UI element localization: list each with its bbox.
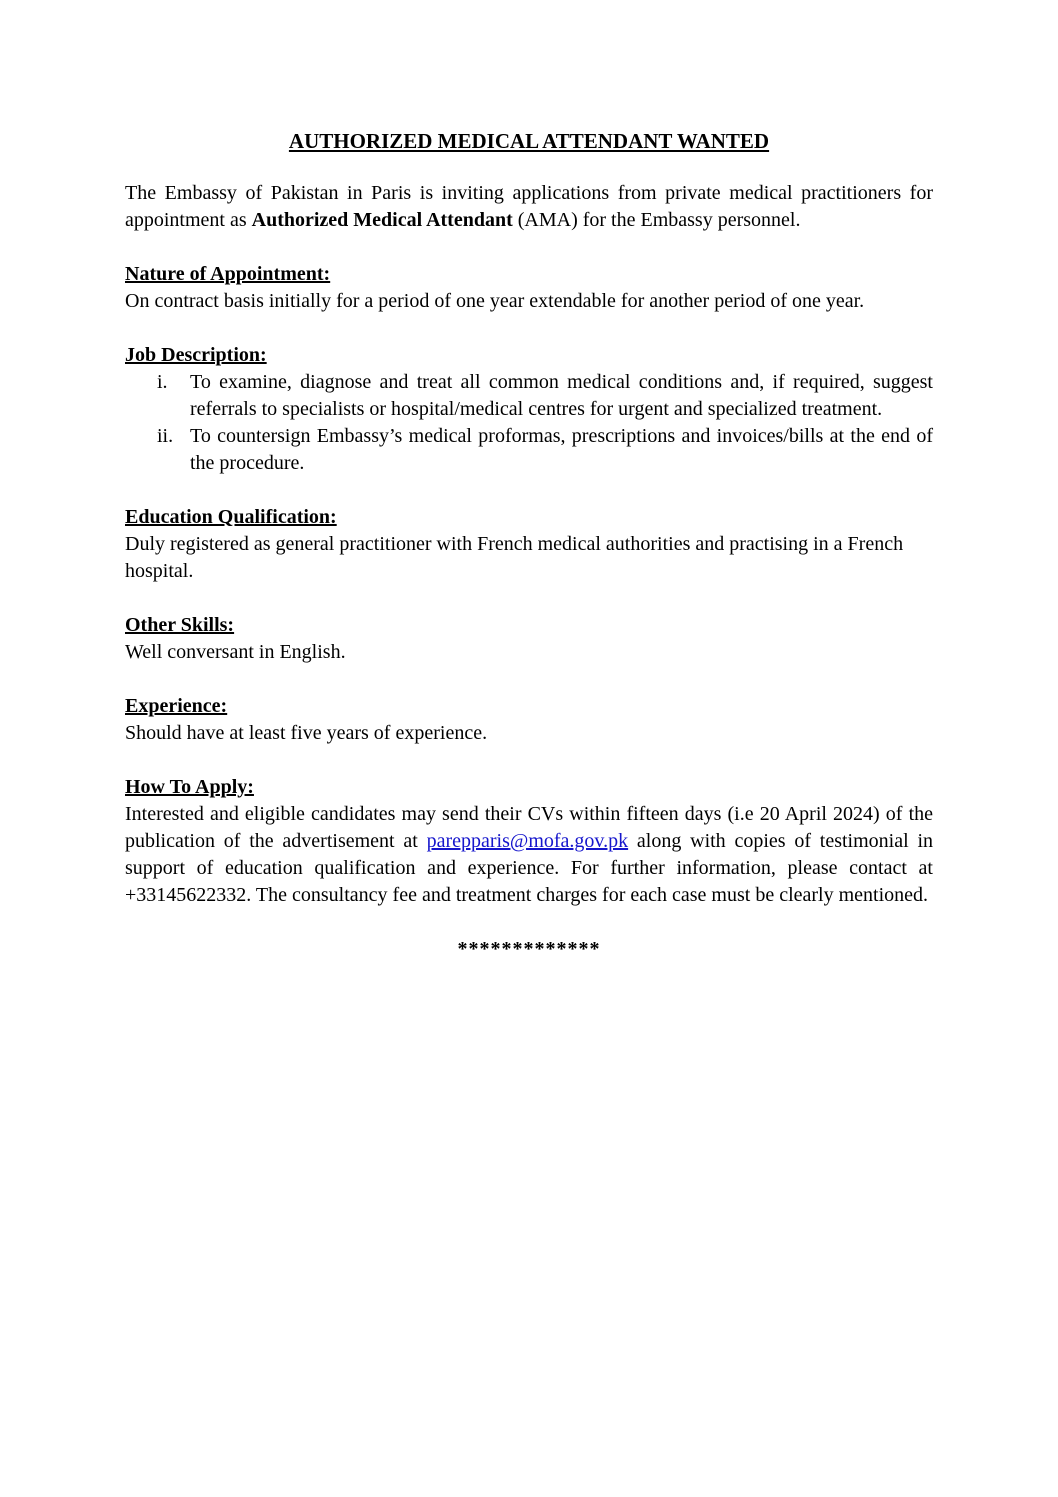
apply-text-before: Interested and eligible candidates may send their CVs within fifteen days (i.e 20 April 2024) of the publication of the advertisement at bbox=[125, 803, 933, 852]
section-other-skills bbox=[125, 612, 933, 666]
intro-text-after: (AMA) for the Embassy personnel. bbox=[512, 209, 801, 231]
section-body-skills: Well conversant in English. bbox=[125, 641, 346, 663]
list-item bbox=[125, 423, 933, 477]
section-body-nature: On contract basis initially for a period of one year extendable for another period of one year. bbox=[125, 290, 865, 312]
list-item bbox=[125, 369, 933, 423]
intro-text-before: The Embassy of Pakistan in Paris is inviting applications from private medical practitioners for appointment as bbox=[125, 182, 933, 231]
section-body-apply bbox=[125, 801, 933, 909]
section-how-to-apply bbox=[125, 774, 933, 909]
section-nature-of-appointment bbox=[125, 261, 933, 315]
list-item-text: To examine, diagnose and treat all common medical conditions and, if required, suggest referrals to specialists or hospital/medical centres for urgent and specialized treatment. bbox=[190, 371, 933, 420]
intro-bold-text: Authorized Medical Attendant bbox=[251, 209, 513, 231]
list-item-marker: ii. bbox=[157, 425, 174, 447]
intro-text bbox=[125, 180, 933, 234]
section-heading-skills: Other Skills: bbox=[125, 614, 235, 636]
section-job-description bbox=[125, 342, 933, 477]
section-body-education: Duly registered as general practitioner with French medical authorities and practising in a French hospital. bbox=[125, 533, 904, 582]
section-heading-education: Education Qualification: bbox=[125, 506, 337, 528]
section-heading-apply: How To Apply: bbox=[125, 776, 254, 798]
section-heading-experience: Experience: bbox=[125, 695, 228, 717]
section-education-qualification bbox=[125, 504, 933, 585]
email-link[interactable]: parepparis@mofa.gov.pk bbox=[426, 830, 629, 852]
document-title-text: AUTHORIZED MEDICAL ATTENDANT WANTED bbox=[288, 129, 770, 153]
intro-paragraph bbox=[125, 180, 933, 234]
footer-separator: ************* bbox=[457, 938, 601, 960]
job-description-list bbox=[125, 369, 933, 477]
list-item-text: To countersign Embassy’s medical proformas, prescriptions and invoices/bills at the end of the procedure. bbox=[190, 425, 933, 474]
section-body-experience: Should have at least five years of experience. bbox=[125, 722, 488, 744]
section-experience bbox=[125, 693, 933, 747]
section-heading-nature: Nature of Appointment: bbox=[125, 263, 331, 285]
document-title bbox=[125, 128, 933, 155]
apply-text-after: along with copies of testimonial in support of education qualification and experience. For further information, please contact at +33145622332. The consultancy fee and treatment charges for each case must be clearly mentioned. bbox=[125, 830, 933, 906]
list-item-marker: i. bbox=[157, 371, 168, 393]
section-heading-job: Job Description: bbox=[125, 344, 267, 366]
